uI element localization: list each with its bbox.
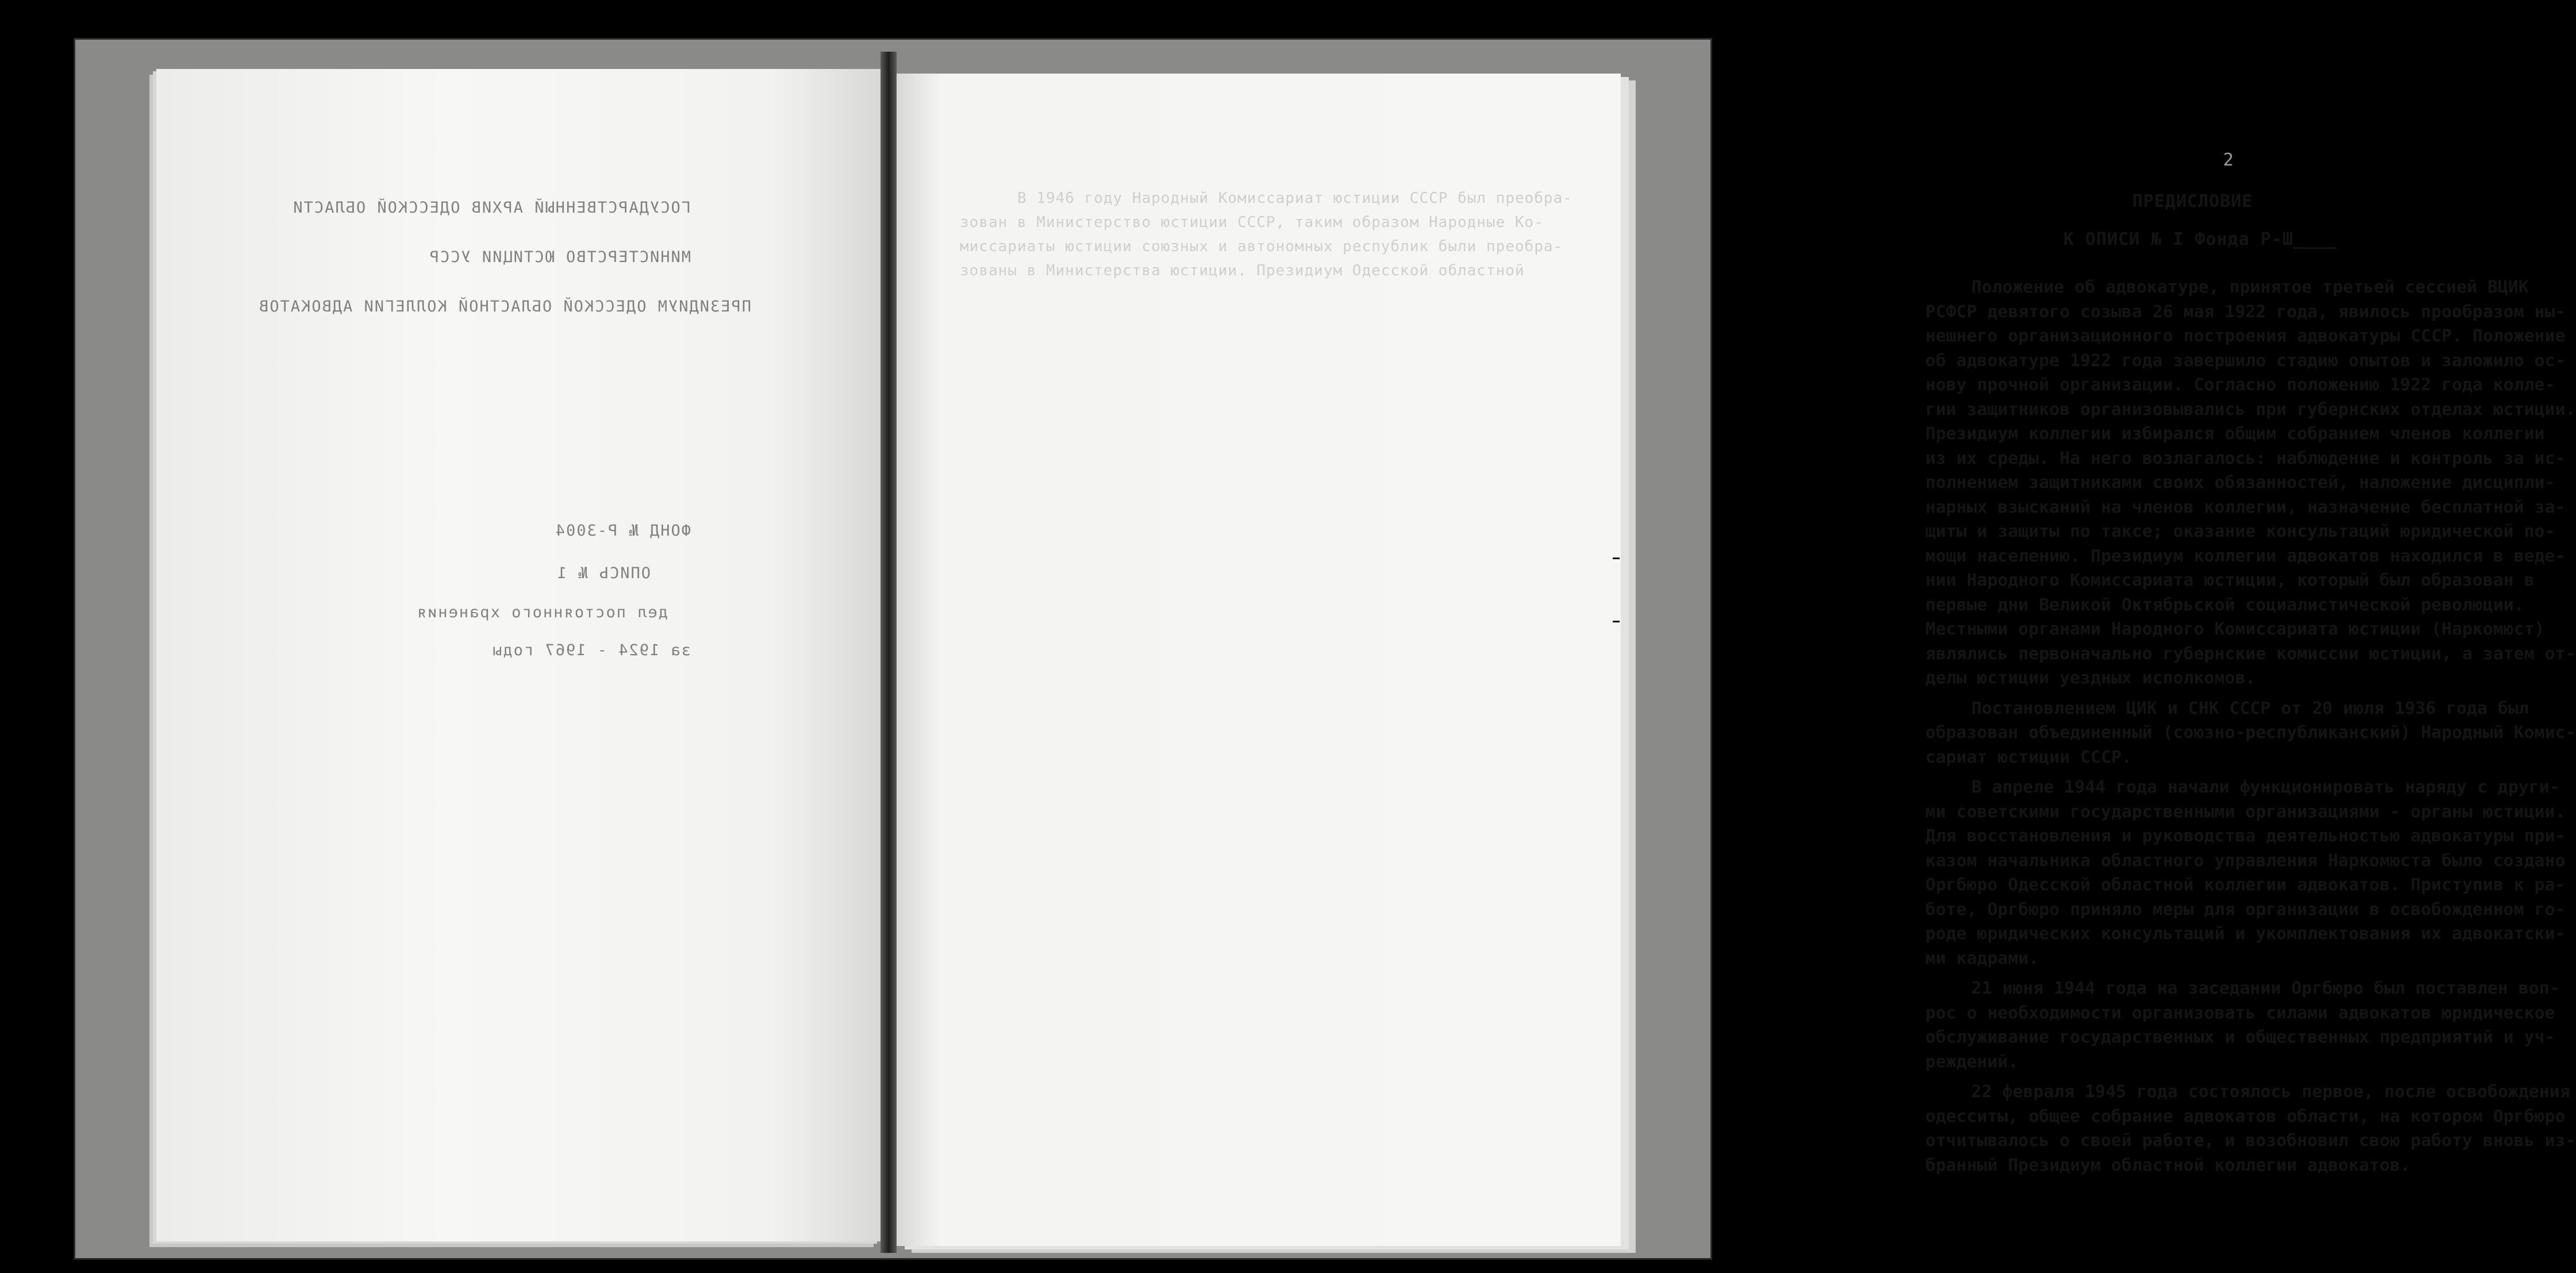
text-line: мощи населению. Президиум коллегии адвокатов находился в веде- <box>1925 545 2566 566</box>
text-line: ми советскими государственными организациями - органы юстиции. <box>1925 801 2566 821</box>
text-line: полнением защитниками своих обязанностей, наложение дисципли- <box>1925 472 2555 492</box>
text-line: Положение об адвокатуре, принятое третьей сессией ВЦИК <box>1971 277 2529 297</box>
bleed-line: В 1946 году Народный Комиссариат юстиции СССР был преобра- <box>1017 190 1572 207</box>
bleed-line: миссариаты юстиции союзных и автономных республик были преобра- <box>960 238 1563 255</box>
margin-mark <box>1613 557 1620 559</box>
text-line: бранный Президиум областной коллегии адвокатов. <box>1925 1155 2411 1175</box>
text-line: Местными органами Народного Комиссариата юстиции (Наркомюст) <box>1925 619 2545 639</box>
text-line: 22 февраля 1945 года состоялось первое, после освобождения <box>1971 1082 2570 1101</box>
text-line: рос о необходимости организовать силами адвокатов юридическое <box>1925 1002 2555 1022</box>
text-line: нову прочной организации. Согласно положению 1922 года колле- <box>1925 375 2555 394</box>
text-line: одесситы, общее собрание адвокатов области, на котором Оргбюро <box>1925 1106 2566 1126</box>
page-number: 2 <box>2223 150 2234 170</box>
text-line: Президиум коллегии избирался общим собранием членов коллегии <box>1925 424 2545 443</box>
text-line: Оргбюро Одесской областной коллегии адвокатов. Приступив к ра- <box>1925 875 2566 894</box>
text-line: нии Народного Комиссариата юстиции, который был образован в <box>1925 570 2535 590</box>
showthrough-line: ПРЕЗИДИУМ ОДЕССКОЙ ОБЛАСТНОЙ КОЛЛЕГИИ АДВОКАТОВ <box>257 298 751 316</box>
text-line: отчитывалось о своей работе, и возобновил свою работу вновь из- <box>1925 1130 2576 1150</box>
text-line: ми кадрами. <box>1925 948 2039 968</box>
text-line: боте, Оргбюро приняло меры для организации в освобожденном го- <box>1925 899 2566 919</box>
text-line: первые дни Великой Октябрьской социалистической революции. <box>1925 594 2524 614</box>
paragraph <box>1925 275 2576 690</box>
text-line: нешнего организационного построения адвокатуры СССР. Положение <box>1925 326 2566 345</box>
text-line: В апреле 1944 года начали функционировать наряду с други- <box>1971 777 2560 797</box>
bleed-line: зован в Министерство юстиции СССР, таким образом Народные Ко- <box>960 214 1544 231</box>
left-page-showthrough <box>156 69 881 1241</box>
text-line: нарных взысканий на членов коллегии, назначение бесплатной за- <box>1925 497 2566 517</box>
text-line: обслуживание государственных и общественных предприятий и уч- <box>1925 1027 2555 1047</box>
text-line: образован объединенный (союзно-республиканский) Народный Комис- <box>1925 722 2576 742</box>
paragraph <box>1925 696 2576 770</box>
showthrough-line: дел постоянного хранения <box>416 603 668 621</box>
text-line: делы юстиции уездных исполкомов. <box>1925 668 2256 687</box>
paragraph <box>1925 1079 2576 1177</box>
text-line: об адвокатуре 1922 года завершило стадию опытов и заложило ос- <box>1925 350 2566 370</box>
showthrough-line: ФОНД № Р-3004 <box>554 522 691 540</box>
showthrough-line: за 1924 - 1967 годы <box>491 641 691 659</box>
showthrough-line: МИНИСТЕРСТВО ЮСТИЦИИ УССР <box>428 248 691 266</box>
text-line: РСФСР девятого созыва 26 мая 1922 года, явилось прообразом ны- <box>1925 301 2566 321</box>
text-line: гии защитников организовывались при губернских отделах юстиции. <box>1925 399 2576 419</box>
paragraph <box>1925 775 2565 970</box>
bleed-line: зованы в Министерства юстиции. Президиум Одесской областной <box>960 262 1525 279</box>
text-line: являлись первоначально губернские комиссии юстиции, а затем от- <box>1925 643 2576 663</box>
left-page <box>156 69 881 1241</box>
showthrough-line: ОПИСЬ № 1 <box>556 564 651 582</box>
document-subtitle: К ОПИСИ № I Фонда Р-Ш____ <box>2063 229 2337 249</box>
showthrough-line: ГОСУДАРСТВЕННЫЙ АРХИВ ОДЕССКОЙ ОБЛАСТИ <box>292 199 691 217</box>
document-title: ПРЕДИСЛОВИЕ <box>2132 191 2253 211</box>
text-line: реждений. <box>1925 1051 2018 1071</box>
margin-mark <box>1613 621 1620 622</box>
text-line: сариат юстиции СССР. <box>1925 747 2132 767</box>
text-line: 21 июня 1944 года на заседании Оргбюро был поставлен воп- <box>1971 978 2560 998</box>
text-line: Для восстановления и руководства деятельностью адвокатуры при- <box>1925 826 2566 845</box>
document-body <box>1925 275 2576 1183</box>
text-line: щиты и защиты по таксе; оказание консультаций юридической по- <box>1925 521 2555 541</box>
text-line: из их среды. На него возлагалось: наблюдение и контроль за ис- <box>1925 448 2566 468</box>
text-line: казом начальника областного управления Наркомюста было создано <box>1925 850 2566 870</box>
text-line: роде юридических консультаций и укомплектования их адвокатски- <box>1925 924 2566 943</box>
paragraph <box>1925 976 2565 1074</box>
book-spine <box>881 52 897 1253</box>
text-line: Постановлением ЦИК и СНК СССР от 20 июля 1936 года был <box>1971 698 2529 718</box>
